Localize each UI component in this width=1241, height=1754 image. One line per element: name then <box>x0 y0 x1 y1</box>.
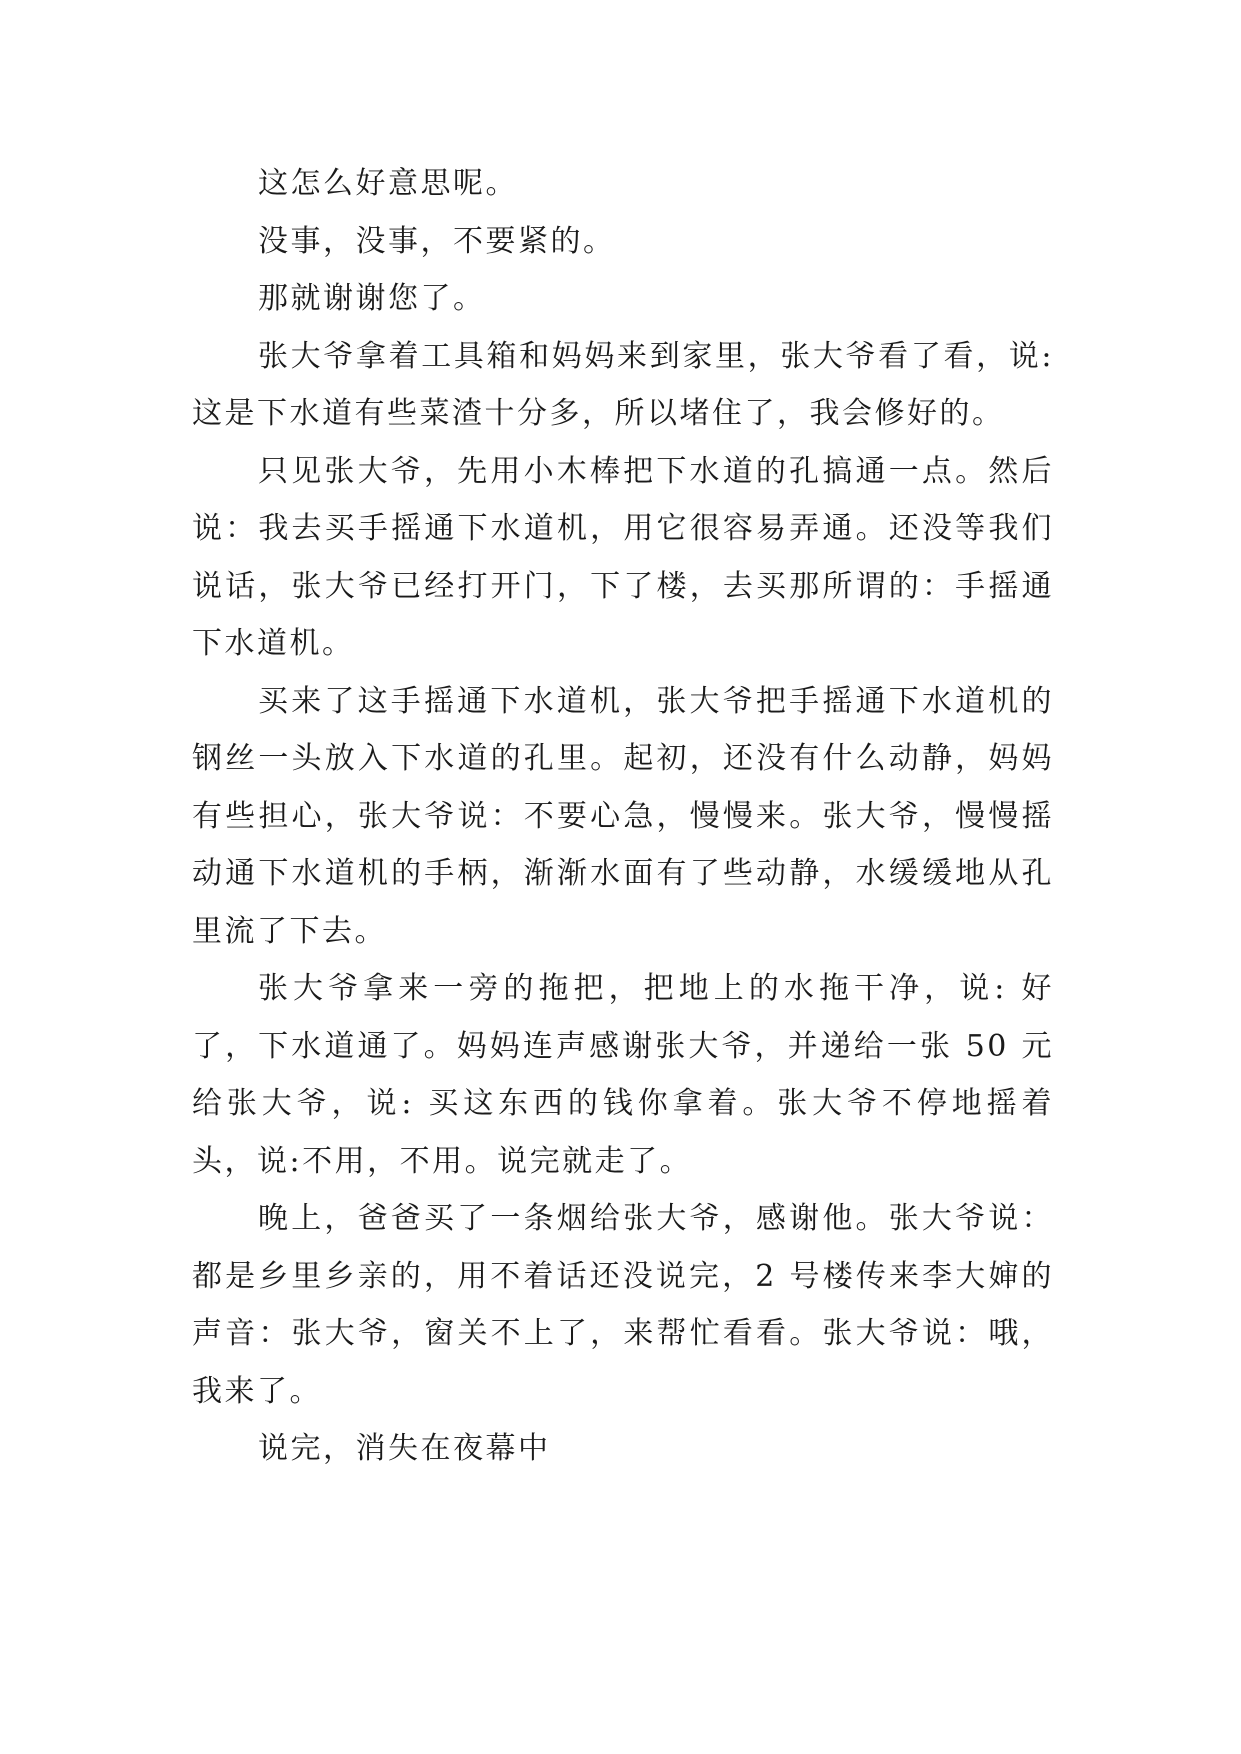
document-body <box>192 155 1054 1478</box>
paragraph: 这怎么好意思呢。 <box>258 166 518 201</box>
paragraph: 张大爷拿着工具箱和妈妈来到家里，张大爷看了看，说:这是下水道有些菜渣十分多，所以堵住了，我会修好的。 <box>192 338 1054 431</box>
paragraph: 没事，没事，不要紧的。 <box>258 223 616 259</box>
paragraph: 张大爷拿来一旁的拖把，把地上的水拖干净，说: 好了，下水道通了。妈妈连声感谢张大爷，并递给一张 50 元给张大爷，说: 买这东西的钱你拿着。张大爷不停地摇着头，说:不用，不用。说完就走了。 <box>192 971 1054 1179</box>
paragraph: 只见张大爷，先用小木棒把下水道的孔搞通一点。然后说：我去买手摇通下水道机，用它很容易弄通。还没等我们说话，张大爷已经打开门，下了楼，去买那所谓的：手摇通下水道机。 <box>192 453 1054 661</box>
paragraph: 说完，消失在夜幕中 <box>258 1431 551 1466</box>
paragraph: 那就谢谢您了。 <box>258 281 486 316</box>
paragraph: 买来了这手摇通下水道机，张大爷把手摇通下水道机的钢丝一头放入下水道的孔里。起初，还没有什么动静，妈妈有些担心，张大爷说：不要心急，慢慢来。张大爷，慢慢摇动通下水道机的手柄，渐渐水面有了些动静，水缓缓地从孔里流了下去。 <box>192 683 1054 949</box>
paragraph: 晚上，爸爸买了一条烟给张大爷，感谢他。张大爷说：都是乡里乡亲的，用不着话还没说完，2 号楼传来李大婶的声音：张大爷，窗关不上了，来帮忙看看。张大爷说：哦，我来了。 <box>192 1201 1054 1409</box>
